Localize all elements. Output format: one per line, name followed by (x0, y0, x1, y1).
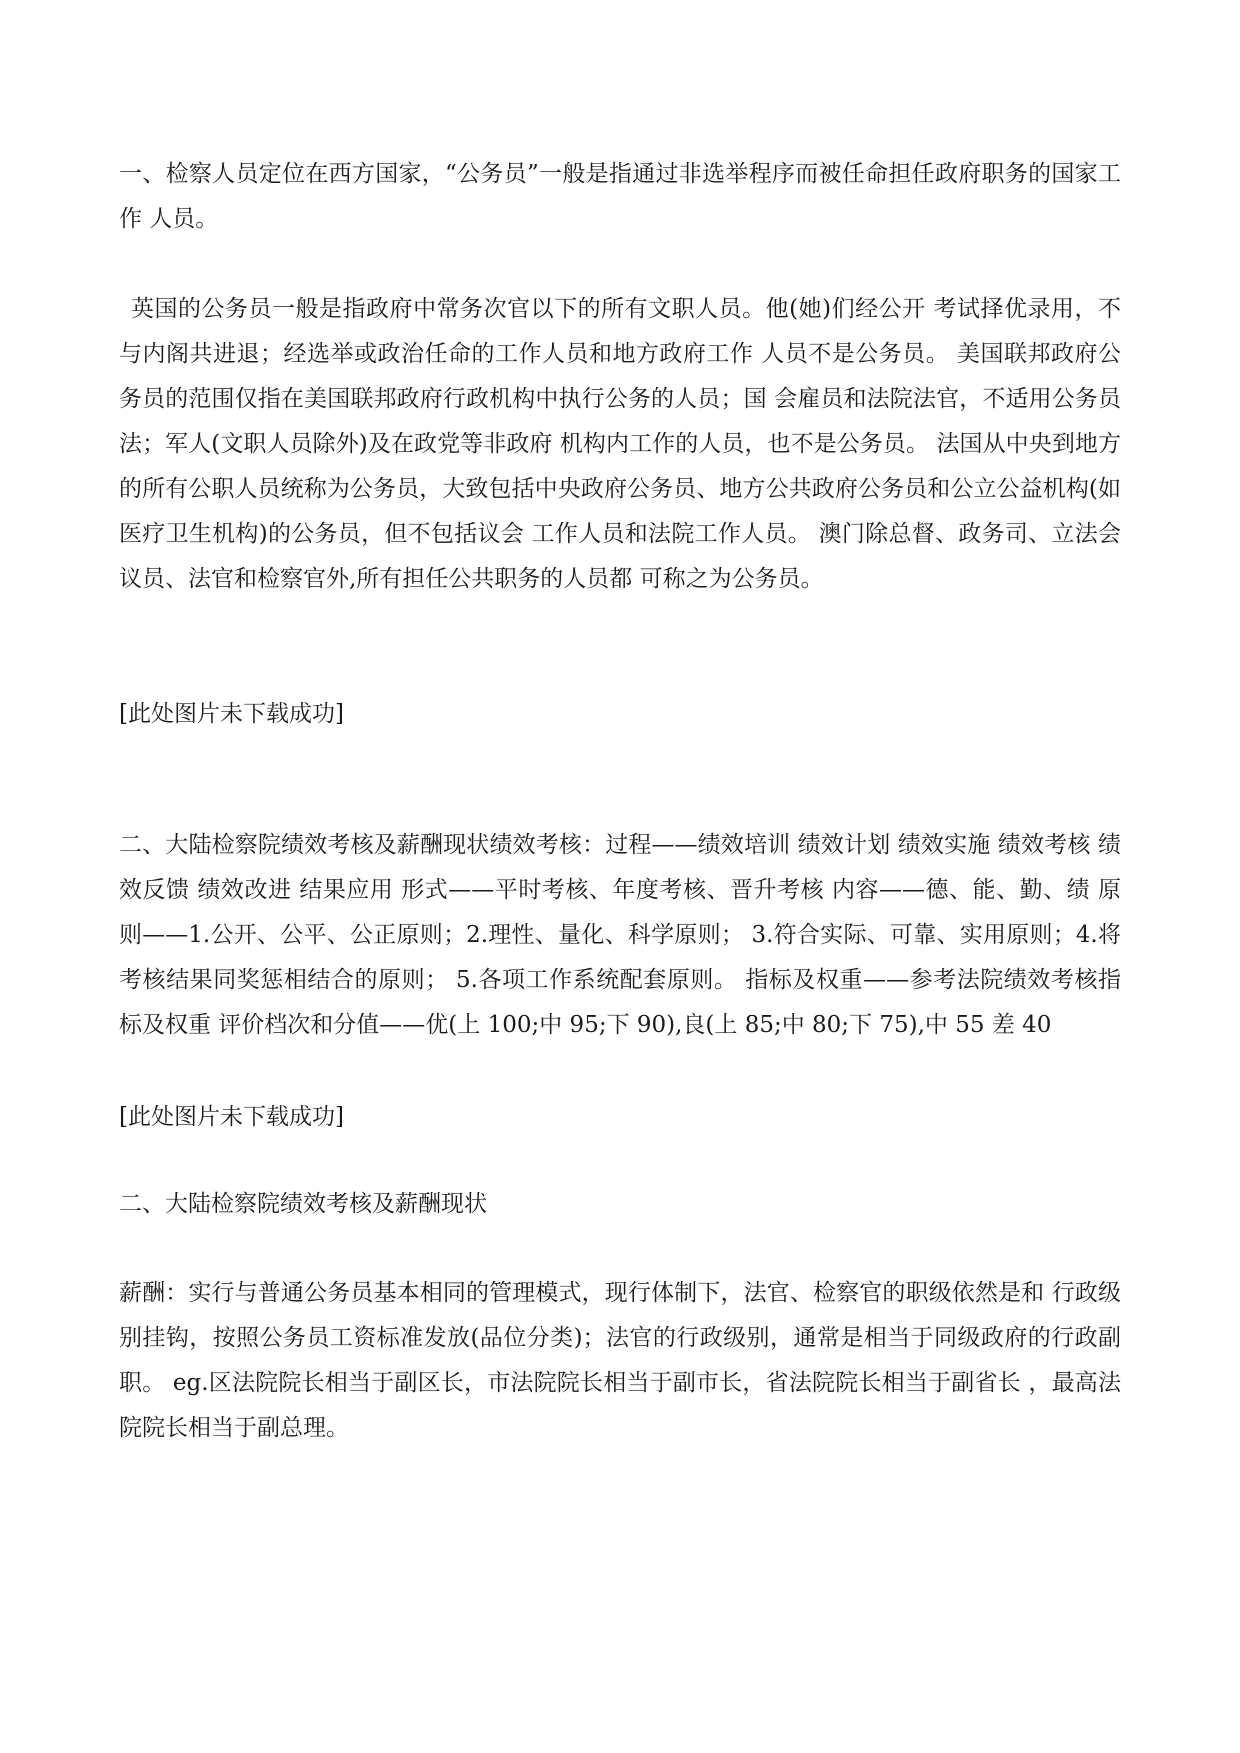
performance-assessment-paragraph: 二、大陆检察院绩效考核及薪酬现状绩效考核：过程——绩效培训 绩效计划 绩效实施 绩效考核 绩效反馈 绩效改进 结果应用 形式——平时考核、年度考核、晋升考核 内容——德、能、勤、绩 原则——1.公开、公平、公正原则；2.理性、量化、科学原则； 3.符合实际、可靠、实用原则；4.将考核结果同奖惩相结合的原则； 5.各项工作系统配套原则。 指标及权重——参考法院绩效考核指标及权重 评价档次和分值——优(上 100;中 95;下 90),良(上 85;中 80;下 75),中 55 差 40 (119, 832, 1121, 1038)
section-one-heading-paragraph: 一、检察人员定位在西方国家，“公务员”一般是指通过非选举程序而被任命担任政府职务的国家工作 人员。 (119, 161, 1121, 232)
salary-paragraph: 薪酬：实行与普通公务员基本相同的管理模式，现行体制下，法官、检察官的职级依然是和 行政级别挂钩，按照公务员工资标准发放(品位分类)；法官的行政级别，通常是相当于同级政府的行政副职。 eg.区法院院长相当于副区长，市法院院长相当于副市长，省法院院长相当于副省长 ，最高法院院长相当于副总理。 (119, 1280, 1121, 1441)
missing-image-placeholder: [此处图片未下载成功] (119, 701, 344, 727)
civil-servant-definitions-paragraph: 英国的公务员一般是指政府中常务次官以下的所有文职人员。他(她)们经公开 考试择优录用，不与内阁共进退；经选举或政治任命的工作人员和地方政府工作 人员不是公务员。 美国联邦政府公务员的范围仅指在美国联邦政府行政机构中执行公务的人员；国 会雇员和法院法官，不适用公务员法；军人(文职人员除外)及在政党等非政府 机构内工作的人员，也不是公务员。 法国从中央到地方的所有公职人员统称为公务员，大致包括中央政府公务员、地方公共政府公务员和公立公益机构(如医疗卫生机构)的公务员，但不包括议会 工作人员和法院工作人员。 澳门除总督、政务司、立法会议员、法官和检察官外,所有担任公共职务的人员都 可称之为公务员。 (119, 296, 1121, 592)
missing-image-placeholder: [此处图片未下载成功] (119, 1104, 344, 1130)
section-two-heading: 二、大陆检察院绩效考核及薪酬现状 (119, 1191, 487, 1217)
